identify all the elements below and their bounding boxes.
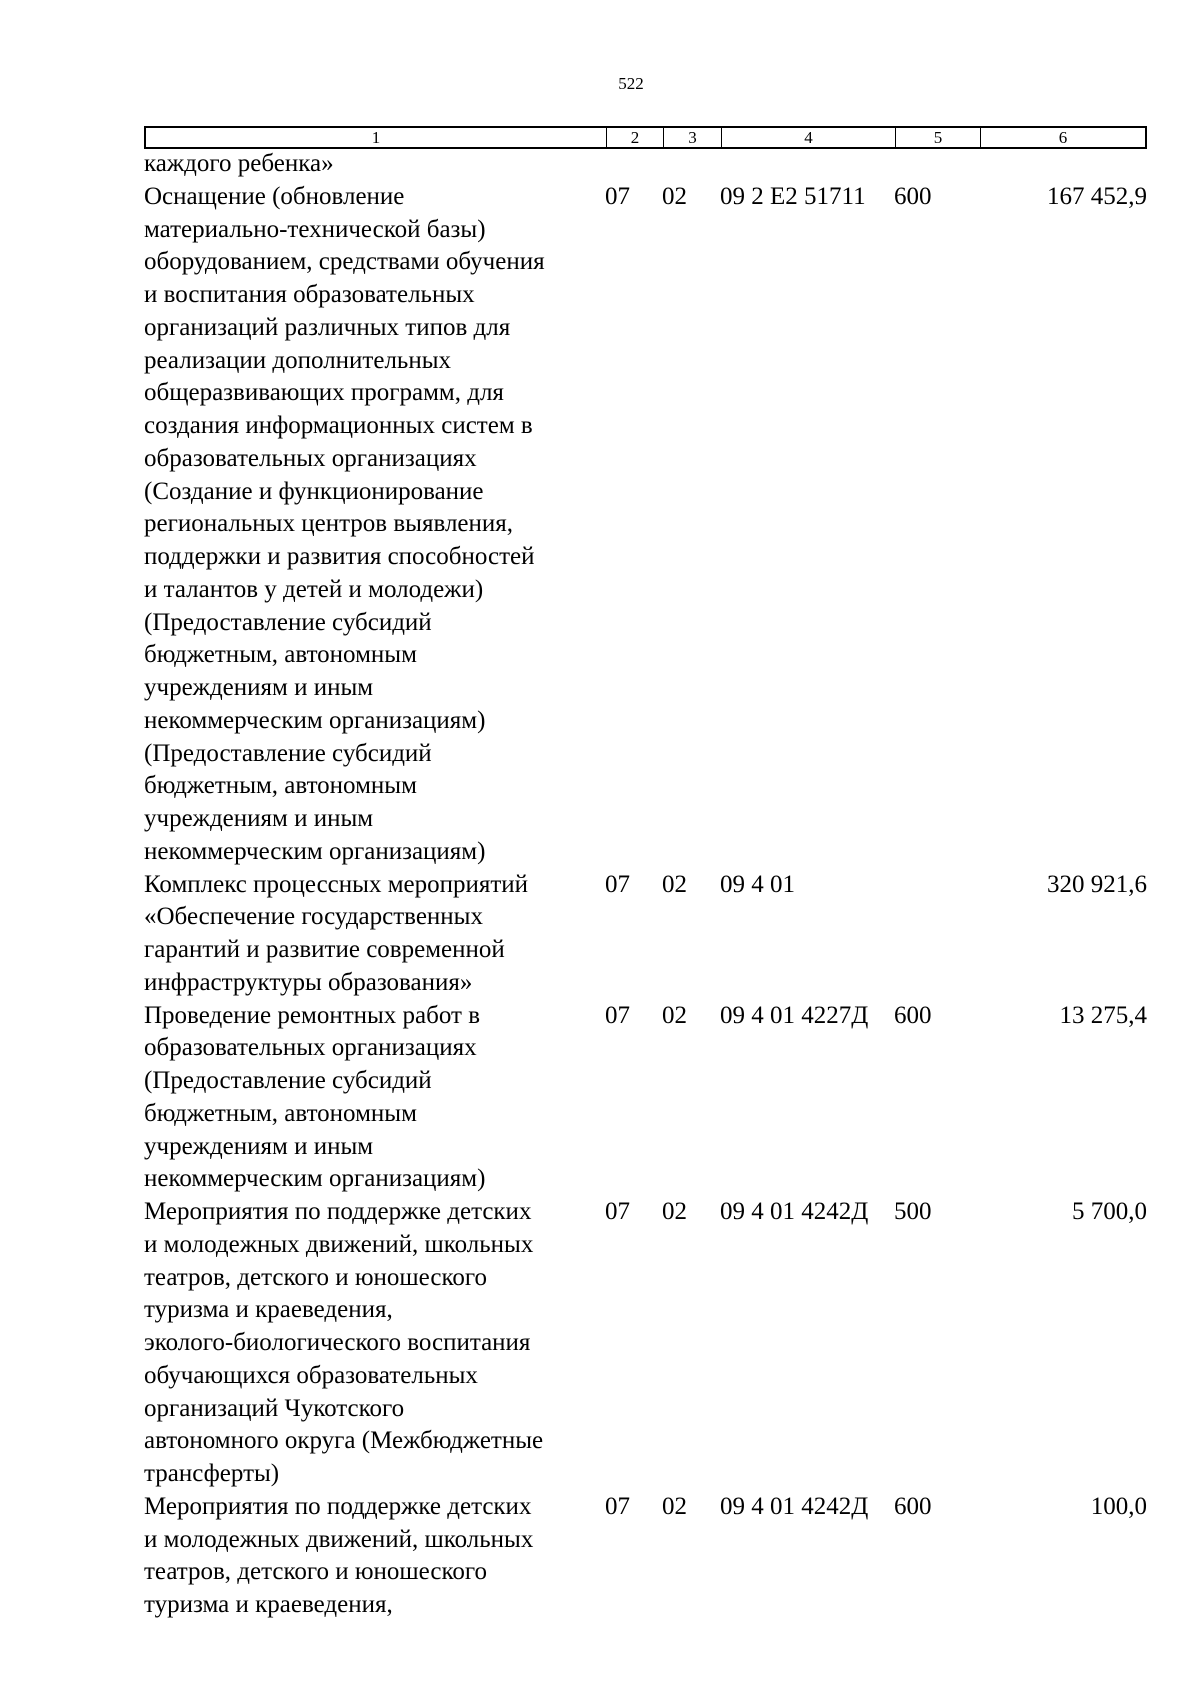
row-amount: 100,0	[1090, 1492, 1147, 1520]
row-amount: 5 700,0	[1072, 1198, 1147, 1225]
row-section: 07	[605, 182, 630, 210]
table-row	[144, 181, 1147, 869]
row-target: 09 4 01 4242Д	[720, 1198, 869, 1225]
row-name: Мероприятия по поддержке детских и молодежных движений, школьных театров, детского и юношеского туризма и краеведения,	[144, 1492, 534, 1618]
row-name: Проведение ремонтных работ в образовательных организациях (Предоставление субсидий бюджетным, автономным учреждениям и иным некоммерческим организациям)	[144, 1001, 486, 1193]
table-row	[144, 1196, 1147, 1491]
row-target: 09 4 01 4227Д	[720, 1001, 869, 1029]
row-name: Комплекс процессных мероприятий «Обеспечение государственных гарантий и развитие современной инфраструктуры образования»	[144, 870, 529, 996]
row-expense: 600	[894, 182, 932, 210]
header-col-2: 2	[607, 128, 664, 147]
row-target: 09 2 Е2 51711	[720, 182, 866, 210]
row-name: Мероприятия по поддержке детских и молодежных движений, школьных театров, детского и юношеского туризма и краеведения, эколого-биологического воспитания обучающихся образовательных организаций Чукотского автономного округа (Межбюджетные трансферты)	[144, 1198, 544, 1487]
table-row	[144, 1000, 1147, 1197]
row-target: 09 4 01	[720, 870, 795, 898]
header-col-5: 5	[896, 128, 981, 147]
header-col-6: 6	[1058, 128, 1068, 147]
row-name: Оснащение (обновление материально-технической базы) оборудованием, средствами обучения и воспитания образовательных организаций различных типов для реализации дополнительных общеразвивающих программ, для создания информационных систем в образовательных организациях (Создание и функционирование региональных центров выявления, поддержки и развития способностей и талантов у детей и молодежи) (Предоставление субсидий бюджетным, автономным учреждениям и иным некоммерческим организациям) (Предоставление субсидий бюджетным, автономным учреждениям и иным некоммерческим организациям)	[144, 182, 545, 865]
row-expense: 600	[894, 1001, 932, 1029]
row-subsection: 02	[662, 1492, 687, 1520]
row-name: каждого ребенка»	[144, 150, 334, 177]
row-section: 07	[605, 1198, 630, 1225]
row-section: 07	[605, 870, 630, 898]
header-col-4: 4	[722, 128, 896, 147]
row-subsection: 02	[662, 1198, 687, 1225]
table-row	[144, 1491, 1147, 1622]
row-expense: 600	[894, 1492, 932, 1520]
row-section: 07	[605, 1001, 630, 1029]
header-col-3: 3	[664, 128, 722, 147]
table-row	[144, 869, 1147, 1000]
row-subsection: 02	[662, 1001, 687, 1029]
table-header	[144, 126, 1147, 149]
row-amount: 167 452,9	[1047, 182, 1147, 210]
row-amount: 320 921,6	[1047, 870, 1147, 898]
row-amount: 13 275,4	[1059, 1001, 1147, 1029]
page-number: 522	[618, 74, 644, 93]
table-row	[144, 148, 1147, 181]
table-body	[144, 148, 1147, 1622]
row-subsection: 02	[662, 870, 687, 898]
row-section: 07	[605, 1492, 630, 1520]
header-col-1: 1	[146, 128, 607, 147]
row-expense: 500	[894, 1198, 932, 1225]
row-subsection: 02	[662, 182, 687, 210]
row-target: 09 4 01 4242Д	[720, 1492, 869, 1520]
